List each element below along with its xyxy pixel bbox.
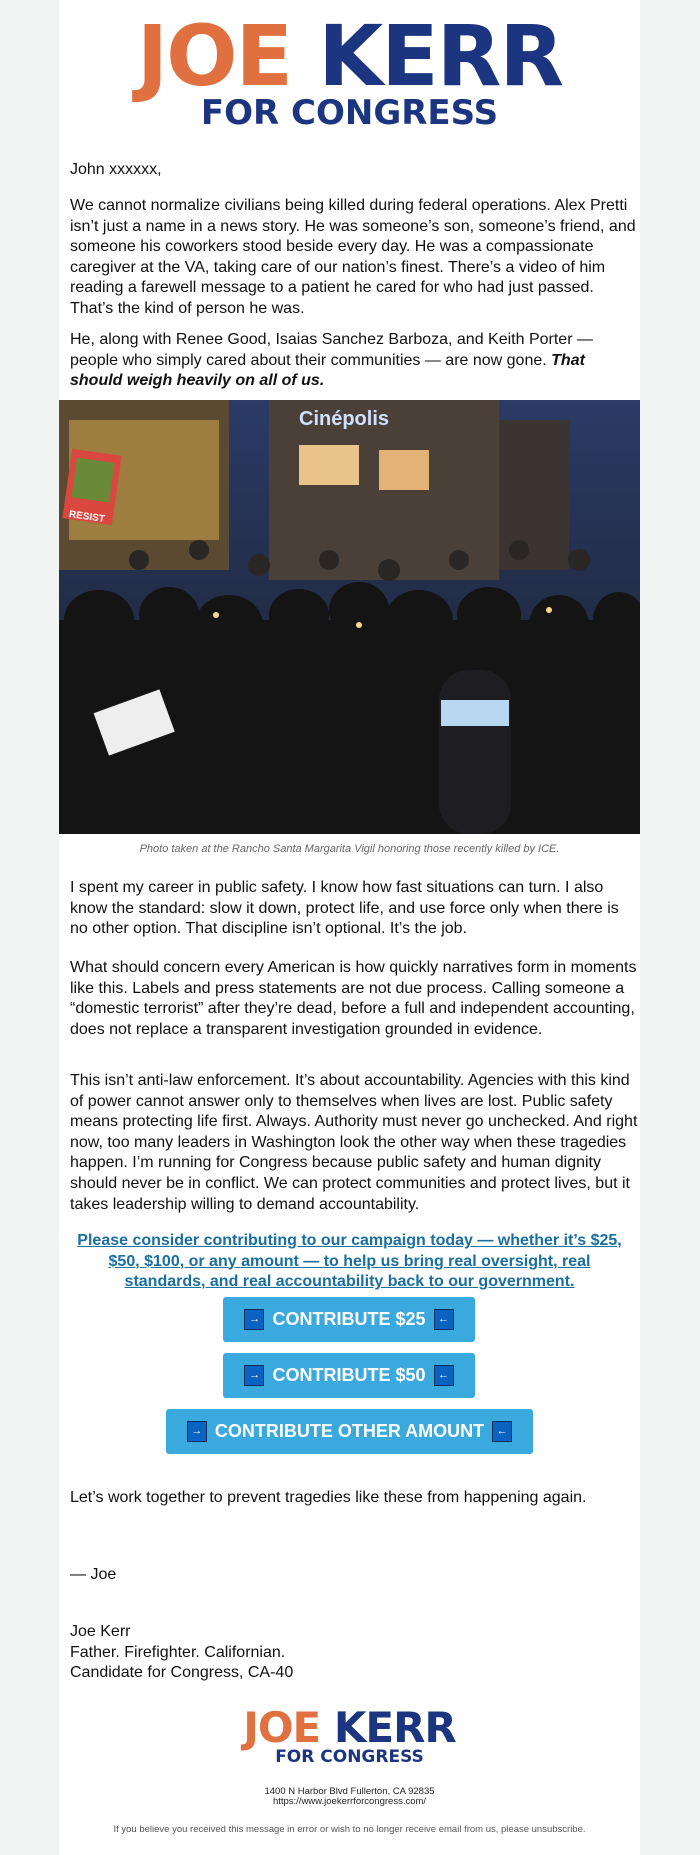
logo-first: JOE [243,1703,321,1752]
paragraph-2-emphasis: That should weigh heavily on all of us. [70,351,585,390]
arrow-right-icon: → [244,1365,264,1386]
button-label: CONTRIBUTE $25 [272,1309,426,1329]
protest-sign: RESIST [68,509,106,526]
donate-link[interactable]: Please consider contributing to our campaign today — whether it’s $25, $50, $100, or any amount — to help us bring real oversight, real standards, and real accountability back to our government. [77,1232,622,1290]
signature-name: Joe Kerr [70,1623,131,1640]
arrow-left-icon: ← [434,1309,454,1330]
email-body [59,0,640,1855]
arrow-left-icon: ← [492,1421,512,1442]
paragraph-1: We cannot normalize civilians being killed during federal operations. Alex Pretti isn’t just a name in a news story. He was someone’s son, someone’s friend, and someone his coworkers stood beside every day. He was a compassionate caregiver at the VA, taking care of our nation’s finest. There’s a video of him reading a farewell message to a patient he cared for who had just passed. That’s the kind of person he was. [70,197,636,317]
logo-tagline: FOR CONGRESS [200,93,499,133]
header-logo [59,7,640,133]
footer-address: 1400 N Harbor Blvd Fullerton, CA 92835 [264,1786,435,1797]
cinema-sign: Cinépolis [299,408,390,430]
unsubscribe-notice[interactable]: If you believe you received this message in error or wish to no longer receive email from us, please unsubscribe. [113,1824,586,1835]
button-label: CONTRIBUTE OTHER AMOUNT [214,1421,485,1441]
arrow-right-icon: → [187,1421,207,1442]
logo-last: KERR [333,1703,456,1752]
contribute-50-button[interactable] [223,1353,475,1398]
logo-tagline: FOR CONGRESS [275,1747,424,1767]
vigil-photo [59,400,640,834]
logo-first: JOE [136,7,291,105]
paragraph-5: This isn’t anti-law enforcement. It’s about accountability. Agencies with this kind of power cannot answer only to themselves when lives are lost. Public safety means protecting life first. Always. Authority must never go unchecked. And right now, too many leaders in Washington look the other way when these tragedies happen. I’m running for Congress because public safety and human dignity should never be in conflict. We can protect communities and protect lives, but it takes leadership willing to demand accountability. [70,1072,638,1213]
paragraph-4: What should concern every American is how quickly narratives form in moments like this. Labels and press statements are not due process. Calling someone a “domestic terrorist” after they’re dead, before a full and independent accounting, does not replace a transparent investigation grounded in evidence. [70,959,637,1038]
paragraph-2-text: He, along with Renee Good, Isaias Sanchez Barboza, and Keith Porter — people who simply cared about their communities — are now gone. [70,331,593,369]
button-label: CONTRIBUTE $50 [272,1365,426,1385]
contribute-25-button[interactable] [223,1297,475,1342]
logo-last: KERR [318,7,563,105]
signature-role: Candidate for Congress, CA-40 [70,1664,294,1682]
footer-logo [59,1703,640,1767]
signoff: — Joe [70,1566,117,1583]
footer-url[interactable]: https://www.joekerrforcongress.com/ [272,1796,427,1807]
arrow-right-icon: → [244,1309,264,1330]
paragraph-2 [70,330,640,392]
photo-caption: Photo taken at the Rancho Santa Margarita Vigil honoring those recently killed by ICE. [139,843,560,855]
paragraph-6: Let’s work together to prevent tragedies like these from happening again. [70,1489,587,1506]
arrow-left-icon: ← [434,1365,454,1386]
signature [70,1622,640,1684]
paragraph-3: I spent my career in public safety. I know how fast situations can turn. I also know the standard: slow it down, protect life, and use force only when there is no other option. That discipline isn’t optional. It’s the job. [70,879,619,938]
signature-title: Father. Firefighter. Californian. [70,1643,286,1661]
greeting: John xxxxxx, [70,161,162,178]
contribute-other-button[interactable] [166,1409,533,1454]
